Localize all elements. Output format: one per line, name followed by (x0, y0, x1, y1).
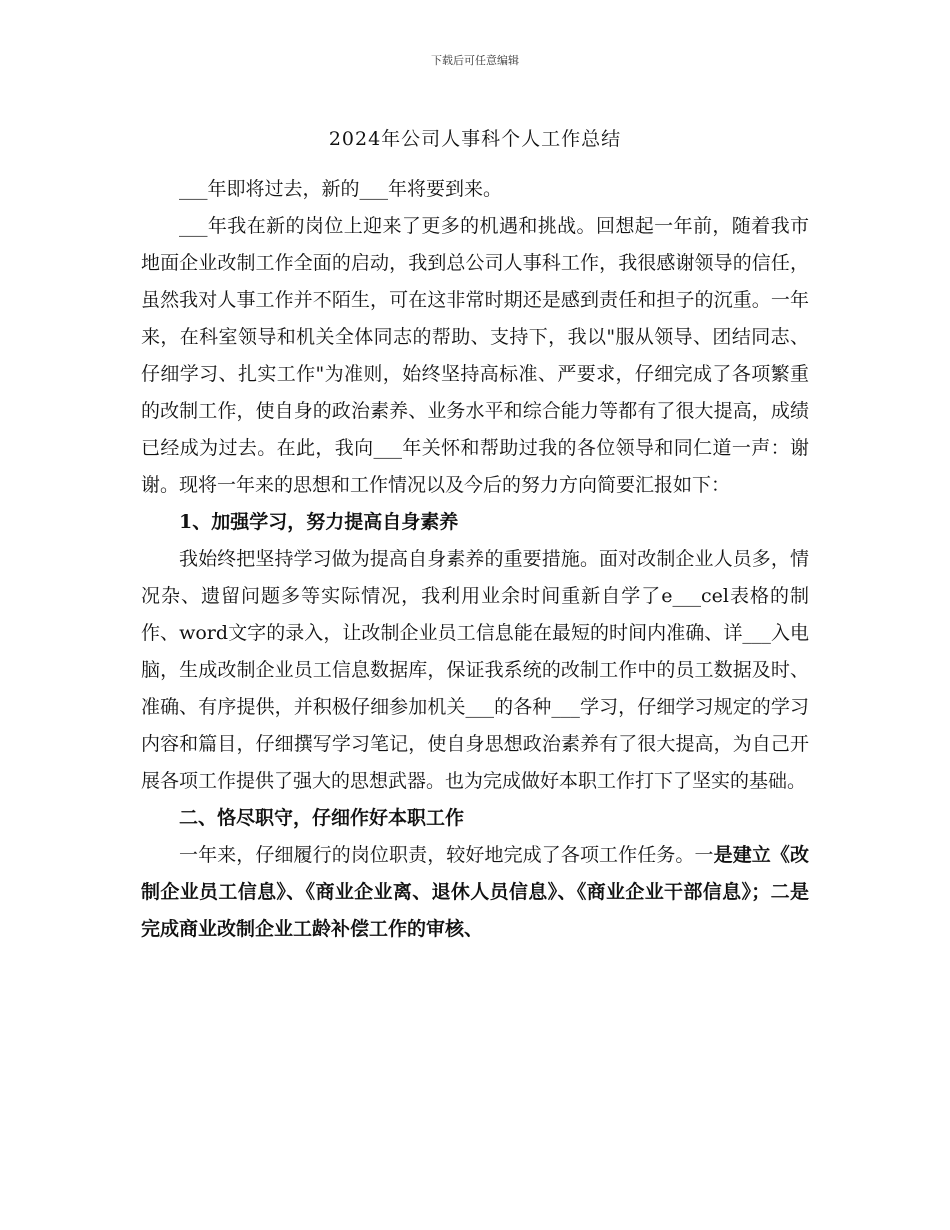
paragraph-duties-bold: 是建立《改制企业员工信息》、《商业企业离、退休人员信息》、《商业企业干部信息》；二是完成商业改制企业工龄补偿工作的审核、 (141, 844, 809, 940)
document-title: 2024年公司人事科个人工作总结 (328, 128, 622, 150)
section-heading-1: 1、加强学习，努力提高自身素养 (179, 511, 459, 533)
paragraph-duties-normal: 一年来，仔细履行的岗位职责，较好地完成了各项工作任务。一 (179, 844, 714, 866)
paragraph-review: ___年我在新的岗位上迎来了更多的机遇和挑战。回想起一年前，随着我市地面企业改制工作全面的启动，我到总公司人事科工作，我很感谢领导的信任，虽然我对人事工作并不陌生，可在这非常时期还是感到责任和担子的沉重。一年来，在科室领导和机关全体同志的帮助、支持下，我以"服从领导、团结同志、仔细学习、扎实工作"为准则，始终坚持高标准、严要求，仔细完成了各项繁重的改制工作，使自身的政治素养、业务水平和综合能力等都有了很大提高，成绩已经成为过去。在此，我向___年关怀和帮助过我的各位领导和同仁道一声：谢谢。现将一年来的思想和工作情况以及今后的努力方向简要汇报如下： (141, 215, 809, 496)
section-heading-2: 二、恪尽职守，仔细作好本职工作 (179, 807, 465, 829)
paragraph-duties (141, 837, 809, 948)
paragraph-study: 我始终把坚持学习做为提高自身素养的重要措施。面对改制企业人员多，情况杂、遗留问题多等实际情况，我利用业余时间重新自学了e___cel表格的制作、word文字的录入，让改制企业员工信息能在最短的时间内准确、详___入电脑，生成改制企业员工信息数据库，保证我系统的改制工作中的员工数据及时、准确、有序提供，并积极仔细参加机关___的各种___学习，仔细学习规定的学习内容和篇目，仔细撰写学习笔记，使自身思想政治素养有了很大提高，为自己开展各项工作提供了强大的思想武器。也为完成做好本职工作打下了坚实的基础。 (141, 548, 809, 792)
header-note: 下载后可任意编辑 (431, 54, 519, 67)
document-body (141, 171, 809, 948)
paragraph-intro: ___年即将过去，新的___年将要到来。 (179, 178, 503, 200)
